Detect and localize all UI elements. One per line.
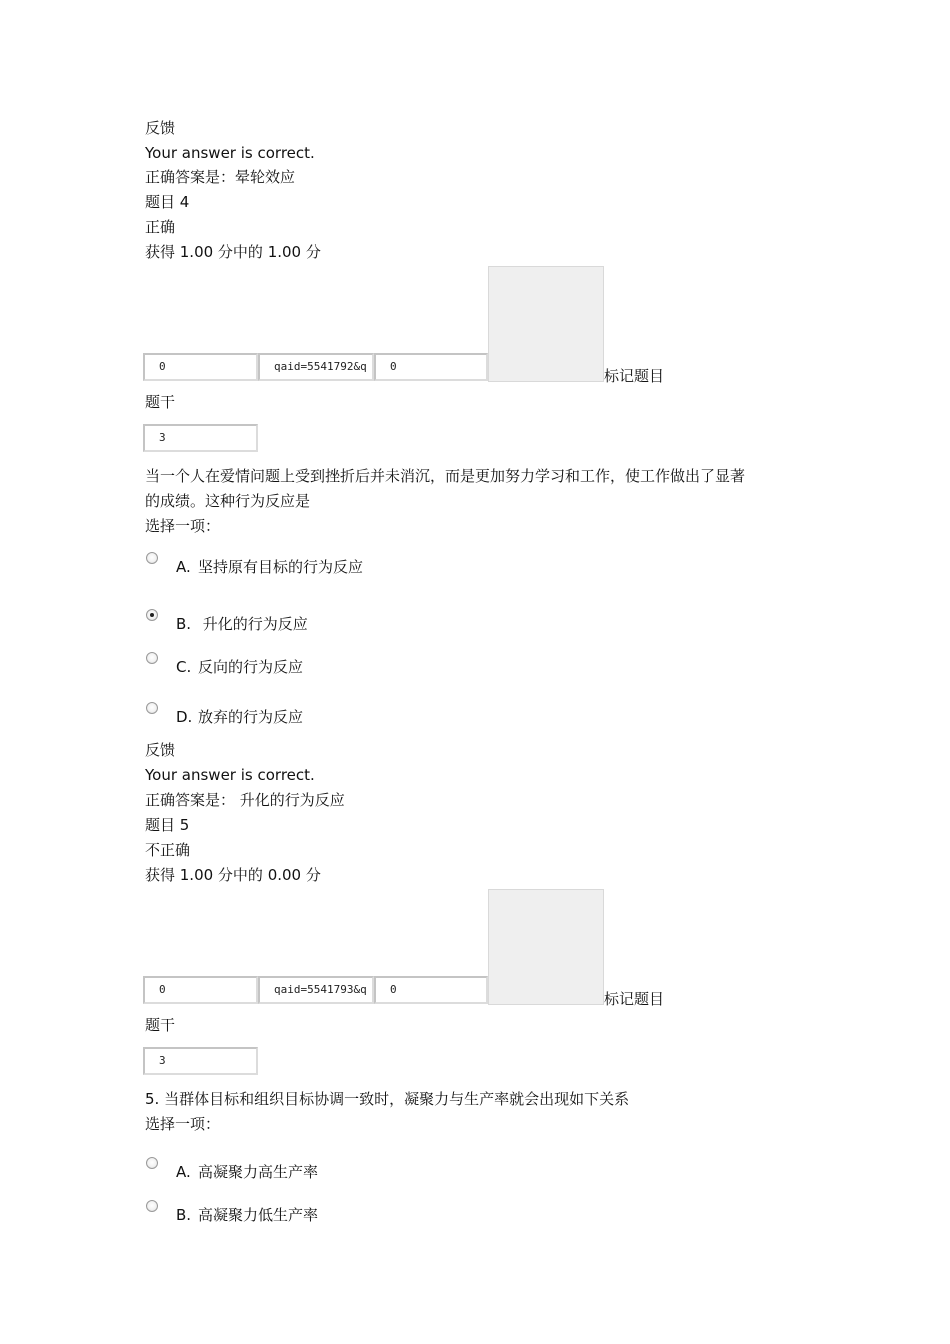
option-text: 反向的行为反应	[198, 658, 304, 676]
option-letter: C.	[176, 658, 192, 676]
option-c[interactable]	[176, 656, 303, 678]
option-c-radio[interactable]	[146, 652, 158, 664]
feedback-label: 反馈	[145, 119, 176, 137]
option-text: 放弃的行为反应	[198, 708, 304, 726]
correct-answer: 正确答案是：晕轮效应	[145, 168, 296, 186]
option-letter: A.	[176, 558, 191, 576]
flag-image[interactable]	[488, 266, 604, 382]
option-letter: B.	[176, 615, 192, 633]
option-b-radio[interactable]	[146, 1200, 158, 1212]
hidden-field[interactable]: 0	[374, 976, 488, 1004]
feedback-label: 反馈	[145, 741, 176, 759]
option-a[interactable]	[176, 556, 363, 578]
qaid-field[interactable]: qaid=5541793&q	[258, 976, 374, 1004]
option-d[interactable]	[176, 706, 303, 728]
question-status: 不正确	[145, 841, 191, 859]
option-text: 坚持原有目标的行为反应	[198, 558, 364, 576]
choose-one-label: 选择一项：	[145, 1115, 221, 1133]
option-a-radio[interactable]	[146, 1157, 158, 1169]
option-letter: A.	[176, 1163, 191, 1181]
question-score: 获得 1.00 分中的 1.00 分	[145, 243, 321, 261]
option-d-radio[interactable]	[146, 702, 158, 714]
question-score: 获得 1.00 分中的 0.00 分	[145, 866, 321, 884]
question-text: 的成绩。这种行为反应是	[145, 492, 311, 510]
choose-one-label: 选择一项：	[145, 517, 221, 535]
option-b[interactable]	[176, 613, 308, 635]
question-title: 题目 5	[145, 816, 190, 834]
hidden-field[interactable]: 0	[374, 353, 488, 381]
qaid-field[interactable]: qaid=5541792&q	[258, 353, 374, 381]
question-text: 5. 当群体目标和组织目标协调一致时，凝聚力与生产率就会出现如下关系	[145, 1090, 630, 1108]
stem-label: 题干	[145, 1016, 176, 1034]
option-b-radio[interactable]	[146, 609, 158, 621]
feedback-text: Your answer is correct.	[145, 766, 315, 784]
flag-question-link[interactable]: 标记题目	[604, 367, 665, 385]
stem-label: 题干	[145, 393, 176, 411]
question-status: 正确	[145, 218, 176, 236]
option-a-radio[interactable]	[146, 552, 158, 564]
flag-image[interactable]	[488, 889, 604, 1005]
hidden-field[interactable]: 0	[143, 976, 258, 1004]
stem-field[interactable]: 3	[143, 1047, 258, 1075]
option-text: 升化的行为反应	[198, 615, 308, 633]
stem-field[interactable]: 3	[143, 424, 258, 452]
correct-answer: 正确答案是： 升化的行为反应	[145, 791, 345, 809]
option-letter: D.	[176, 708, 193, 726]
option-b[interactable]	[176, 1204, 318, 1226]
feedback-text: Your answer is correct.	[145, 144, 315, 162]
option-letter: B.	[176, 1206, 192, 1224]
option-text: 高凝聚力高生产率	[198, 1163, 319, 1181]
option-text: 高凝聚力低生产率	[198, 1206, 319, 1224]
option-a[interactable]	[176, 1161, 318, 1183]
question-title: 题目 4	[145, 193, 190, 211]
question-text: 当一个人在爱情问题上受到挫折后并未消沉，而是更加努力学习和工作，使工作做出了显著	[145, 467, 746, 485]
hidden-field[interactable]: 0	[143, 353, 258, 381]
flag-question-link[interactable]: 标记题目	[604, 990, 665, 1008]
